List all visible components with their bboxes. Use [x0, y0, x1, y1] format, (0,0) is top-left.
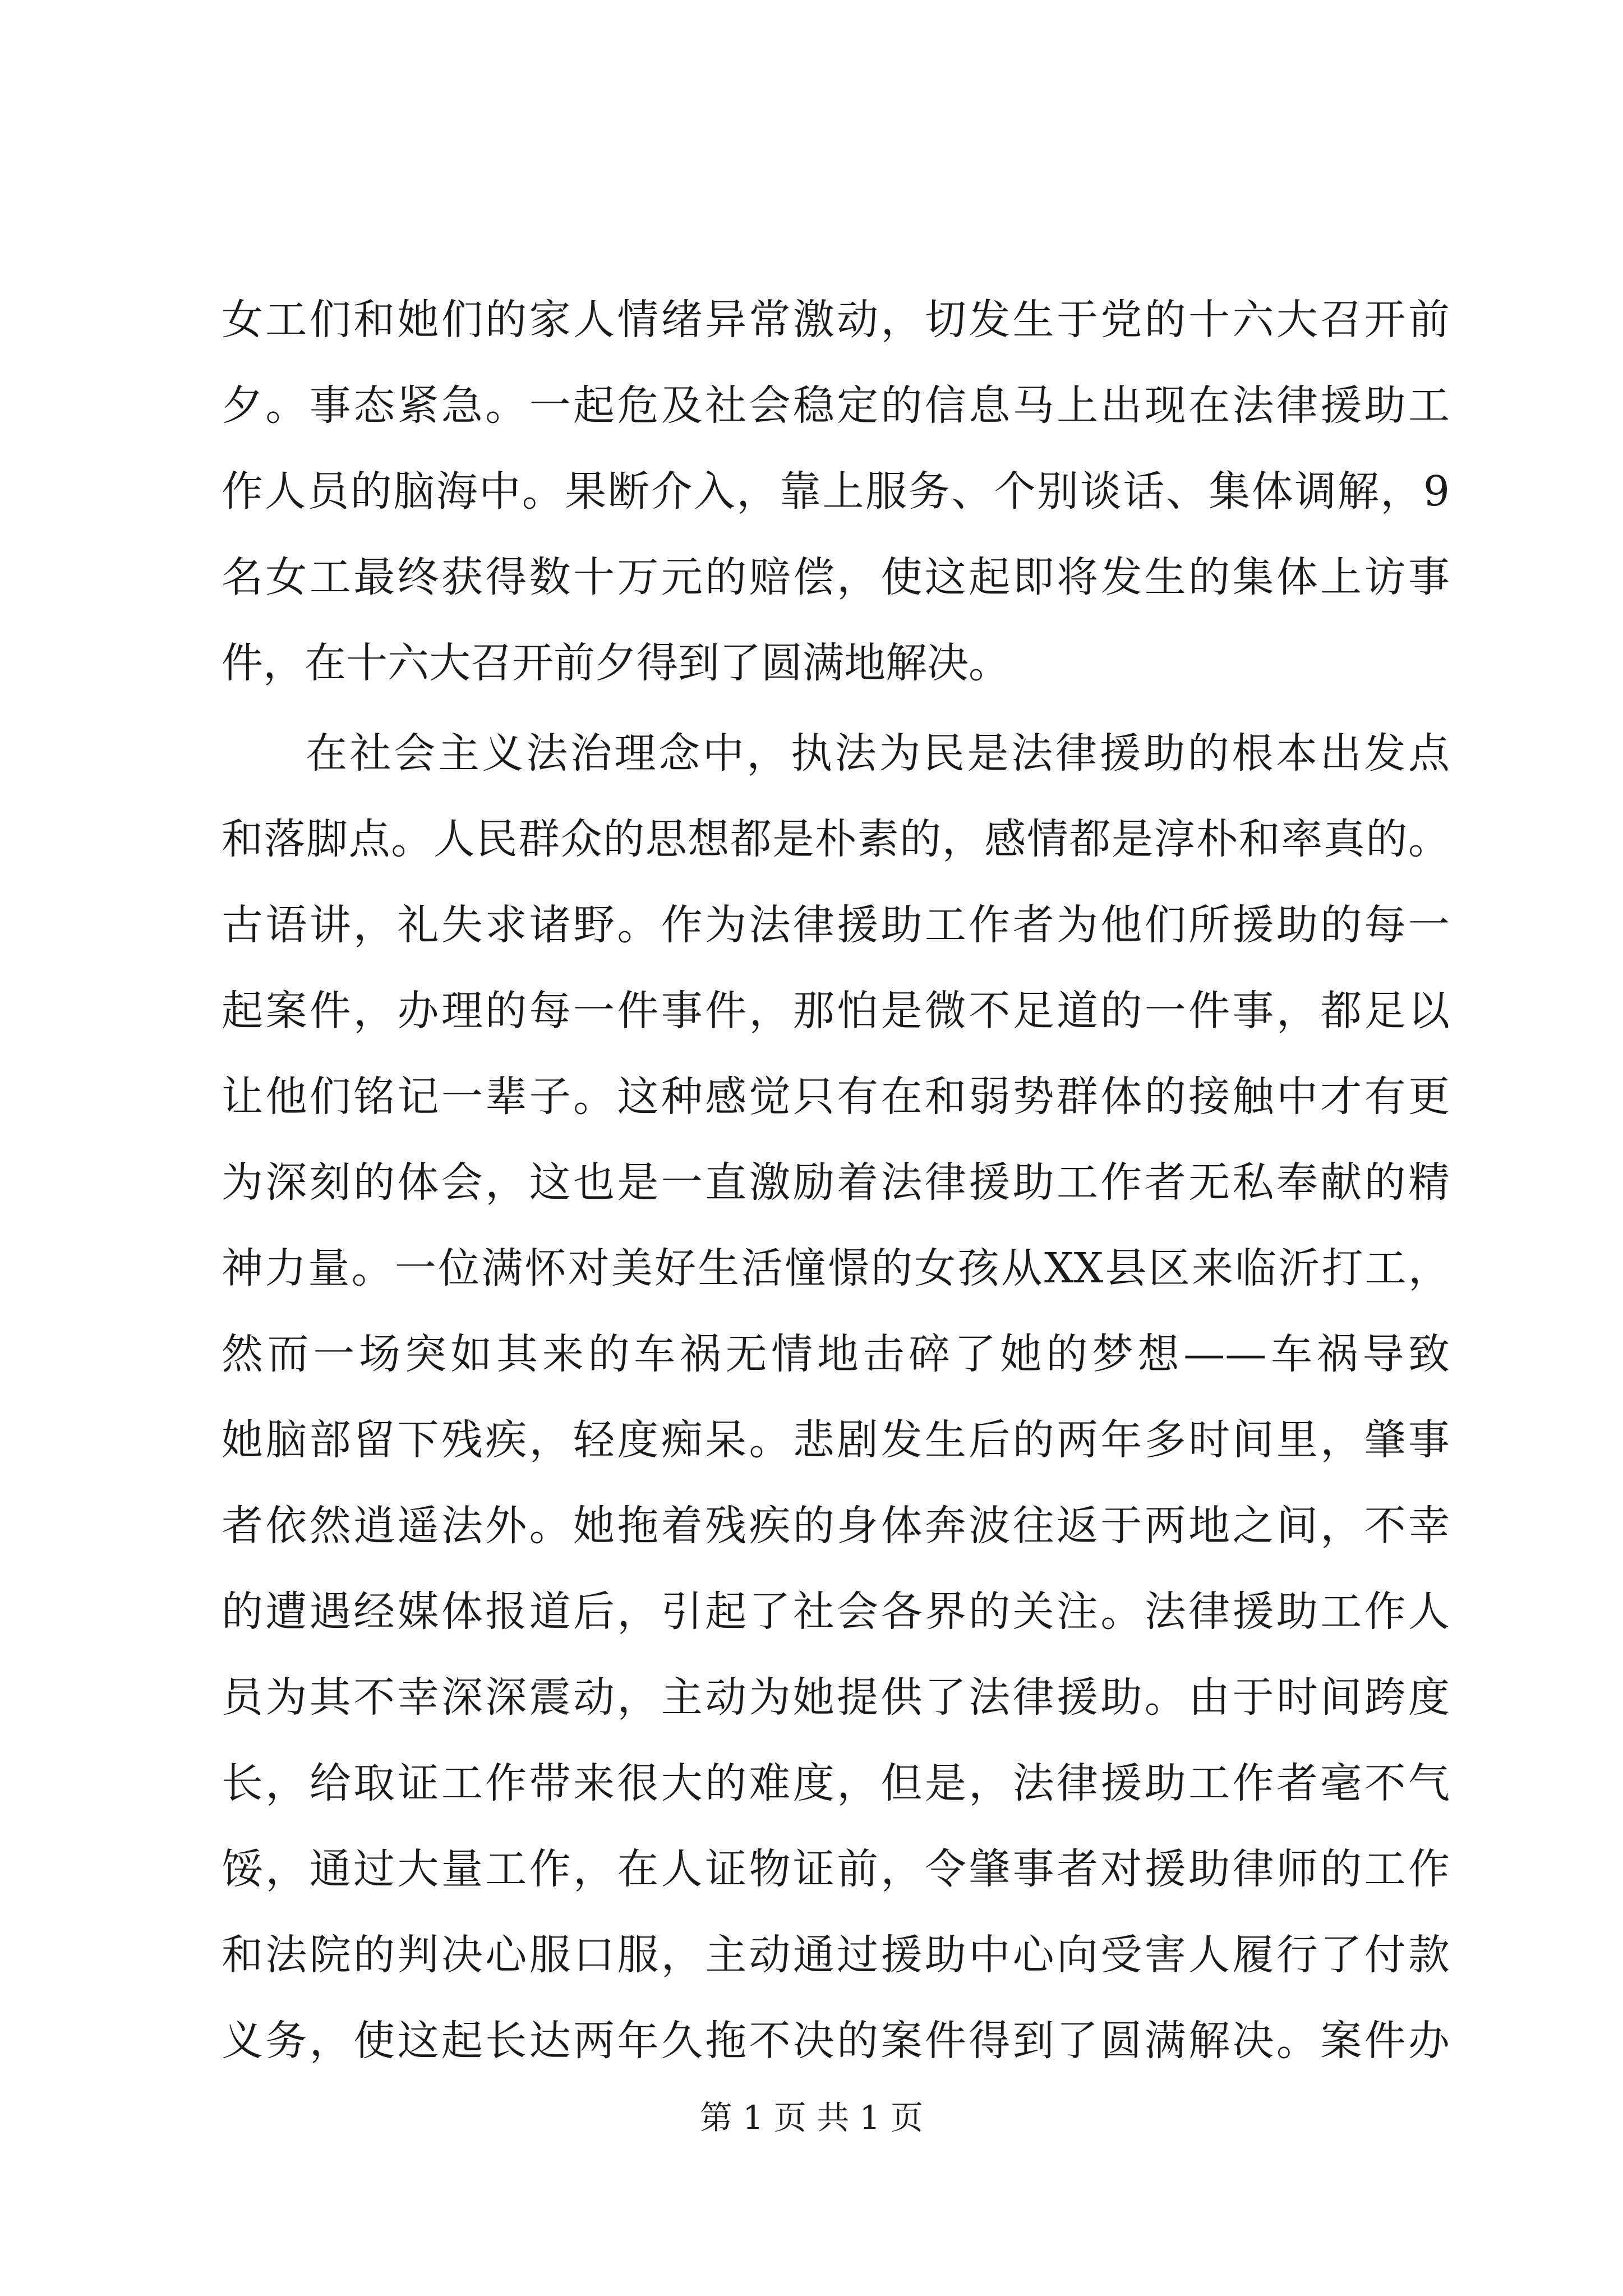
- paragraph-2-line-13: 长，给取证工作带来很大的难度，但是，法律援助工作者毫不气: [222, 1759, 1450, 1807]
- paragraph-2-line-4: 起案件，办理的每一件事件，那怕是微不足道的一件事，都足以: [222, 987, 1450, 1035]
- paragraph-2-line-12: 员为其不幸深深震动，主动为她提供了法律援助。由于时间跨度: [222, 1673, 1450, 1722]
- paragraph-1-line-4: 名女工最终获得数十万元的赔偿，使这起即将发生的集体上访事: [222, 553, 1450, 601]
- paragraph-2-line-3: 古语讲，礼失求诸野。作为法律援助工作者为他们所援助的每一: [222, 901, 1450, 949]
- paragraph-1-line-1: 女工们和她们的家人情绪异常激动，切发生于党的十六大召开前: [222, 296, 1450, 344]
- page-number-footer: 第 1 页 共 1 页: [700, 2099, 923, 2137]
- paragraph-2-line-14: 馁，通过大量工作，在人证物证前，令肇事者对援助律师的工作: [222, 1845, 1450, 1893]
- paragraph-2-line-5: 让他们铭记一辈子。这种感觉只有在和弱势群体的接触中才有更: [222, 1073, 1450, 1121]
- paragraph-2-line-9: 她脑部留下残疾，轻度痴呆。悲剧发生后的两年多时间里，肇事: [222, 1416, 1450, 1464]
- paragraph-1-line-5: 件，在十六大召开前夕得到了圆满地解决。: [222, 639, 1010, 687]
- paragraph-1-line-2: 夕。事态紧急。一起危及社会稳定的信息马上出现在法律援助工: [222, 381, 1450, 430]
- paragraph-2-line-1: 在社会主义法治理念中，执法为民是法律援助的根本出发点: [306, 729, 1450, 777]
- paragraph-2-line-15: 和法院的判决心服口服，主动通过援助中心向受害人履行了付款: [222, 1931, 1450, 1979]
- paragraph-2-line-2: 和落脚点。人民群众的思想都是朴素的，感情都是淳朴和率真的。: [222, 815, 1450, 863]
- paragraph-2-line-8: 然而一场突如其来的车祸无情地击碎了她的梦想——车祸导致: [222, 1330, 1450, 1378]
- paragraph-2-line-16: 义务，使这起长达两年久拖不决的案件得到了圆满解决。案件办: [222, 2017, 1450, 2065]
- paragraph-1-line-3: 作人员的脑海中。果断介入，靠上服务、个别谈话、集体调解，9: [222, 467, 1450, 516]
- paragraph-2-line-10: 者依然逍遥法外。她拖着残疾的身体奔波往返于两地之间，不幸: [222, 1502, 1450, 1550]
- paragraph-2-line-7: 神力量。一位满怀对美好生活憧憬的女孩从XX县区来临沂打工，: [222, 1244, 1450, 1292]
- paragraph-2-line-6: 为深刻的体会，这也是一直激励着法律援助工作者无私奉献的精: [222, 1158, 1450, 1207]
- paragraph-2-line-11: 的遭遇经媒体报道后，引起了社会各界的关注。法律援助工作人: [222, 1588, 1450, 1636]
